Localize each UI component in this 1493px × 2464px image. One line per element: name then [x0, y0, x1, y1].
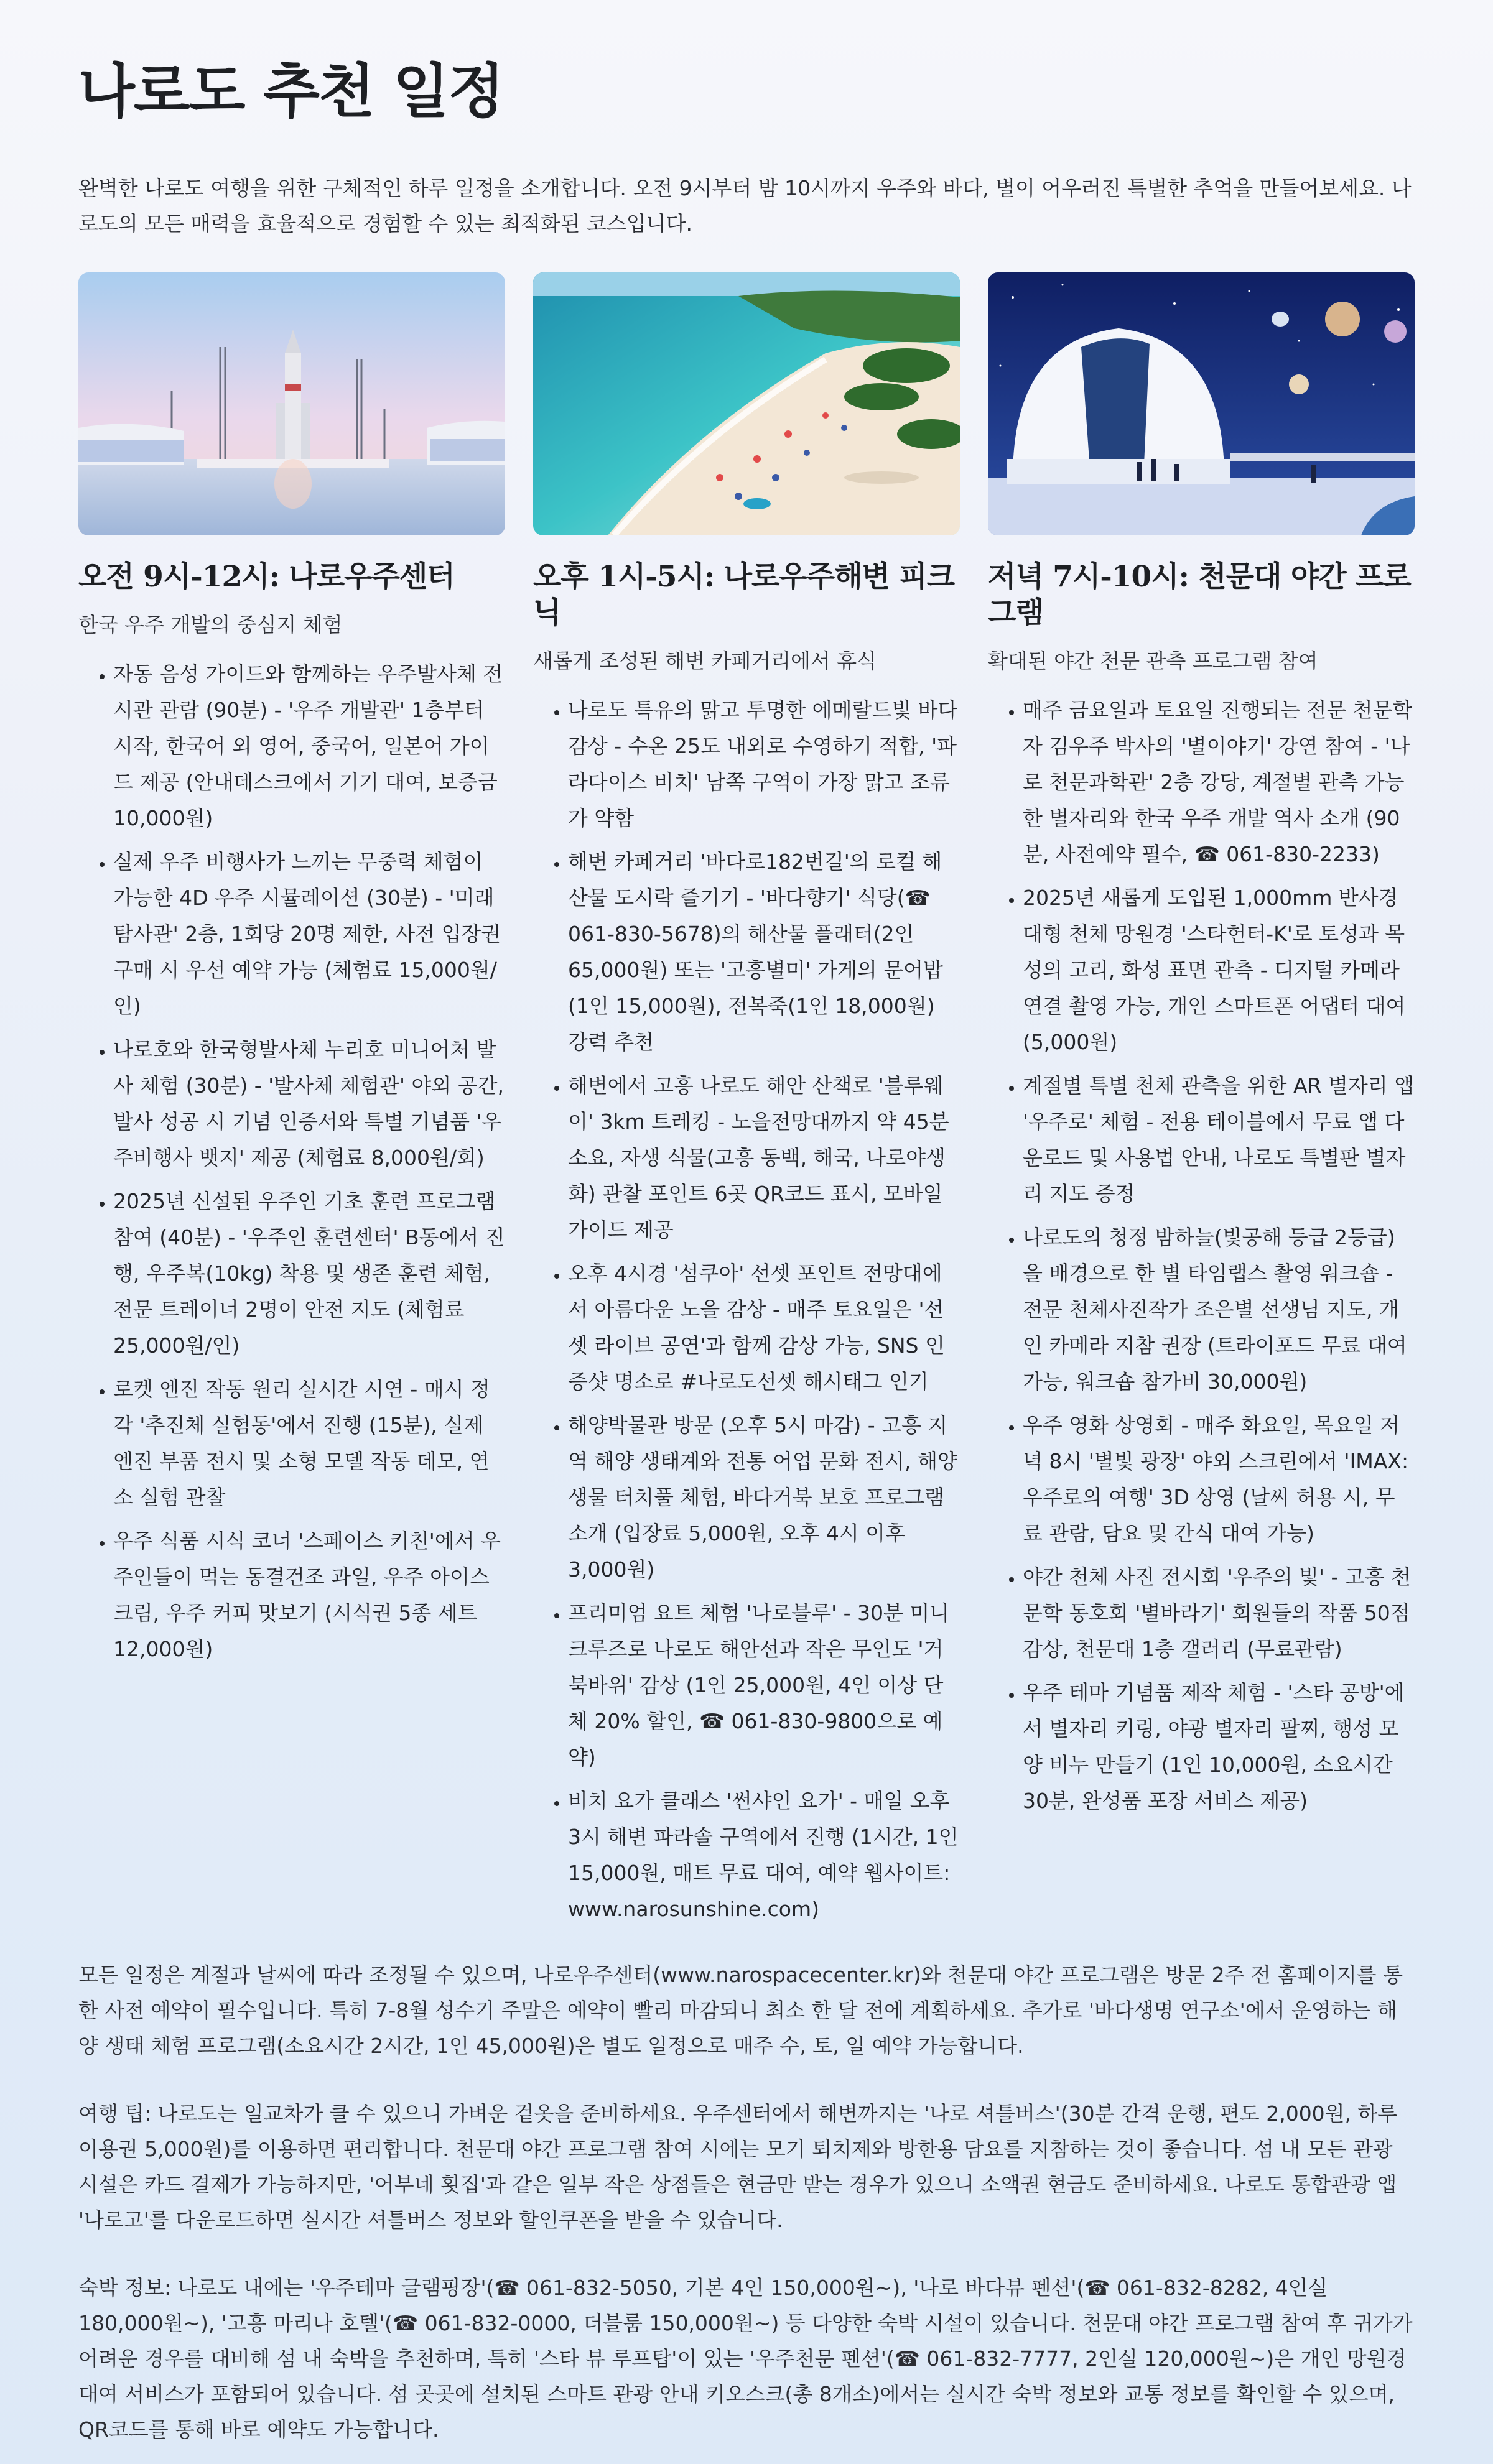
list-item: • 해변에서 고흥 나로도 해안 산책로 '블루웨이' 3km 트레킹 - 노을전망대까지 약 45분 소요, 자생 식물(고흥 동백, 해국, 나로야생화) 관찰 포인트 6곳 QR코드 표시, 모바일 가이드 제공: [568, 1068, 960, 1248]
space-center-subtitle: 한국 우주 개발의 중심지 체험: [78, 613, 343, 637]
list-item: • 오후 4시경 '섬쿠아' 선셋 포인트 전망대에서 아름다운 노을 감상 - 매주 토요일은 '선셋 라이브 공연'과 함께 감상 가능, SNS 인증샷 명소로 #나로도선셋 해시태그 인기: [568, 1256, 960, 1400]
list-item: • 자동 음성 가이드와 함께하는 우주발사체 전시관 관람 (90분) - '우주 개발관' 1층부터 시작, 한국어 외 영어, 중국어, 일본어 가이드 제공 (안내데스크에서 기기 대여, 보증금 10,000원): [113, 656, 505, 836]
list-item: • 로켓 엔진 작동 원리 실시간 시연 - 매시 정각 '추진체 실험동'에서 진행 (15분), 실제 엔진 부품 전시 및 소형 모델 작동 데모, 연소 실험 관찰: [113, 1371, 505, 1516]
lodging-info: 숙박 정보: 나로도 내에는 '우주테마 글램핑장'(☎ 061-832-5050, 기본 4인 150,000원~), '나로 바다뷰 펜션'(☎ 061-832-8282, 4인실 180,000원~), '고흥 마리나 호텔'(☎ 061-832-0000, 더블룸 150,000원~) 등 다양한 숙박 시설이 있습니다. 천문대 야간 프로그램 참여 후 귀가가 어려운 경우를 대비해 섬 내 숙박을 추천하며, 특히 '스타 뷰 루프탑'이 있는 '우주천문 펜션'(☎ 061-832-7777, 2인실 120,000원~)은 개인 망원경 대여 서비스가 포함되어 있습니다. 섬 곳곳에 설치된 스마트 관광 안내 키오스크(총 8개소)에서는 실시간 숙박 정보와 교통 정보를 확인할 수 있으며, QR코드를 통해 바로 예약도 가능합니다.: [78, 2276, 1413, 2442]
list-item: • 매주 금요일과 토요일 진행되는 전문 천문학자 김우주 박사의 '별이야기' 강연 참여 - '나로 천문과학관' 2층 강당, 계절별 관측 가능한 별자리와 한국 우주 개발 역사 소개 (90분, 사전예약 필수, ☎ 061-830-2233): [1023, 692, 1415, 873]
itinerary-columns: [78, 272, 1415, 1935]
space-center-heading: 오전 9시-12시: 나로우주센터: [78, 560, 455, 594]
list-item: • 실제 우주 비행사가 느끼는 무중력 체험이 가능한 4D 우주 시뮬레이션 (30분) - '미래탐사관' 2층, 1회당 20명 제한, 사전 입장권 구매 시 우선 예약 가능 (체험료 15,000원/인): [113, 844, 505, 1024]
page-title: 나로도 추천 일정: [78, 58, 504, 126]
list-item: • 우주 영화 상영회 - 매주 화요일, 목요일 저녁 8시 '별빛 광장' 야외 스크린에서 'IMAX: 우주로의 여행' 3D 상영 (날씨 허용 시, 무료 관람, 담요 및 간식 대여 가능): [1023, 1407, 1415, 1552]
list-item: • 나로도 특유의 맑고 투명한 에메랄드빛 바다 감상 - 수온 25도 내외로 수영하기 적합, '파라다이스 비치' 남쪽 구역이 가장 맑고 조류가 약함: [568, 692, 960, 836]
list-item: • 해변 카페거리 '바다로182번길'의 로컬 해산물 도시락 즐기기 - '바다향기' 식당(☎ 061-830-5678)의 해산물 플래터(2인 65,000원) 또는 '고흥별미' 가게의 문어밥(1인 15,000원), 전복죽(1인 18,000원) 강력 추천: [568, 844, 960, 1060]
list-item: • 해양박물관 방문 (오후 5시 마감) - 고흥 지역 해양 생태계와 전통 어업 문화 전시, 해양생물 터치풀 체험, 바다거북 보호 프로그램 소개 (입장료 5,000원, 오후 4시 이후 3,000원): [568, 1407, 960, 1588]
intro-text: 완벽한 나로도 여행을 위한 구체적인 하루 일정을 소개합니다. 오전 9시부터 밤 10시까지 우주와 바다, 별이 어우러진 특별한 추억을 만들어보세요. 나로도의 모든 매력을 효율적으로 경험할 수 있는 최적화된 코스입니다.: [78, 176, 1412, 236]
list-item: • 나로호와 한국형발사체 누리호 미니어처 발사 체험 (30분) - '발사체 체험관' 야외 공간, 발사 성공 시 기념 인증서와 특별 기념품 '우주비행사 뱃지' 제공 (체험료 8,000원/회): [113, 1032, 505, 1176]
observatory-image: [988, 272, 1415, 535]
beach-image: [533, 272, 960, 535]
list-item: • 2025년 신설된 우주인 기초 훈련 프로그램 참여 (40분) - '우주인 훈련센터' B동에서 진행, 우주복(10kg) 착용 및 생존 훈련 체험, 전문 트레이너 2명이 안전 지도 (체험료 25,000원/인): [113, 1183, 505, 1364]
travel-tips: 여행 팁: 나로도는 일교차가 클 수 있으니 가벼운 겉옷을 준비하세요. 우주센터에서 해변까지는 '나로 셔틀버스'(30분 간격 운행, 편도 2,000원, 하루 이용권 5,000원)를 이용하면 편리합니다. 천문대 야간 프로그램 참여 시에는 모기 퇴치제와 방한용 담요를 지참하는 것이 좋습니다. 섬 내 모든 관광 시설은 카드 결제가 가능하지만, '어부네 횟집'과 같은 일부 작은 상점들은 현금만 받는 경우가 있으니 소액권 현금도 준비하세요. 나로도 통합관광 앱 '나로고'를 다운로드하면 실시간 셔틀버스 정보와 할인쿠폰을 받을 수 있습니다.: [78, 2101, 1398, 2232]
list-item: • 우주 테마 기념품 제작 체험 - '스타 공방'에서 별자리 키링, 야광 별자리 팔찌, 행성 모양 비누 만들기 (1인 10,000원, 소요시간 30분, 완성품 포장 서비스 제공): [1023, 1675, 1415, 1819]
list-item: • 우주 식품 시식 코너 '스페이스 키친'에서 우주인들이 먹는 동결건조 과일, 우주 아이스크림, 우주 커피 맛보기 (시식권 5종 세트 12,000원): [113, 1523, 505, 1667]
beach-list: [533, 692, 960, 1927]
list-item: • 비치 요가 클래스 '썬샤인 요가' - 매일 오후 3시 해변 파라솔 구역에서 진행 (1시간, 1인 15,000원, 매트 무료 대여, 예약 웹사이트: www.narosunshine.com): [568, 1783, 960, 1927]
schedule-note: 모든 일정은 계절과 날씨에 따라 조정될 수 있으며, 나로우주센터(www.narospacecenter.kr)와 천문대 야간 프로그램은 방문 2주 전 홈페이지를 통한 사전 예약이 필수입니다. 특히 7-8월 성수기 주말은 예약이 빨리 마감되니 최소 한 달 전에 계획하세요. 추가로 '바다생명 연구소'에서 운영하는 해양 생태 체험 프로그램(소요시간 2시간, 1인 45,000원)은 별도 일정으로 매주 수, 토, 일 예약 가능합니다.: [78, 1963, 1403, 2058]
list-item: • 2025년 새롭게 도입된 1,000mm 반사경 대형 천체 망원경 '스타헌터-K'로 토성과 목성의 고리, 화성 표면 관측 - 디지털 카메라 연결 촬영 가능, 개인 스마트폰 어댑터 대여(5,000원): [1023, 880, 1415, 1060]
beach-heading: 오후 1시-5시: 나로우주해변 피크닉: [533, 560, 955, 630]
space-center-image: [78, 272, 505, 535]
space-center-list: [78, 656, 505, 1667]
observatory-heading: 저녁 7시-10시: 천문대 야간 프로그램: [988, 560, 1411, 630]
beach-subtitle: 새롭게 조성된 해변 카페거리에서 휴식: [533, 649, 877, 673]
observatory-subtitle: 확대된 야간 천문 관측 프로그램 참여: [988, 649, 1318, 673]
list-item: • 계절별 특별 천체 관측을 위한 AR 별자리 앱 '우주로' 체험 - 전용 테이블에서 무료 앱 다운로드 및 사용법 안내, 나로도 특별판 별자리 지도 증정: [1023, 1068, 1415, 1212]
column-beach: [533, 272, 960, 1935]
list-item: • 나로도의 청정 밤하늘(빛공해 등급 2등급)을 배경으로 한 별 타임랩스 촬영 워크숍 - 전문 천체사진작가 조은별 선생님 지도, 개인 카메라 지참 권장 (트라이포드 무료 대여 가능, 워크숍 참가비 30,000원): [1023, 1220, 1415, 1400]
column-observatory: [988, 272, 1415, 1935]
list-item: • 프리미엄 요트 체험 '나로블루' - 30분 미니 크루즈로 나로도 해안선과 작은 무인도 '거북바위' 감상 (1인 25,000원, 4인 이상 단체 20% 할인, ☎ 061-830-9800으로 예약): [568, 1595, 960, 1776]
list-item: • 야간 천체 사진 전시회 '우주의 빛' - 고흥 천문학 동호회 '별바라기' 회원들의 작품 50점 감상, 천문대 1층 갤러리 (무료관람): [1023, 1559, 1415, 1667]
observatory-list: [988, 692, 1415, 1819]
column-space-center: [78, 272, 505, 1935]
